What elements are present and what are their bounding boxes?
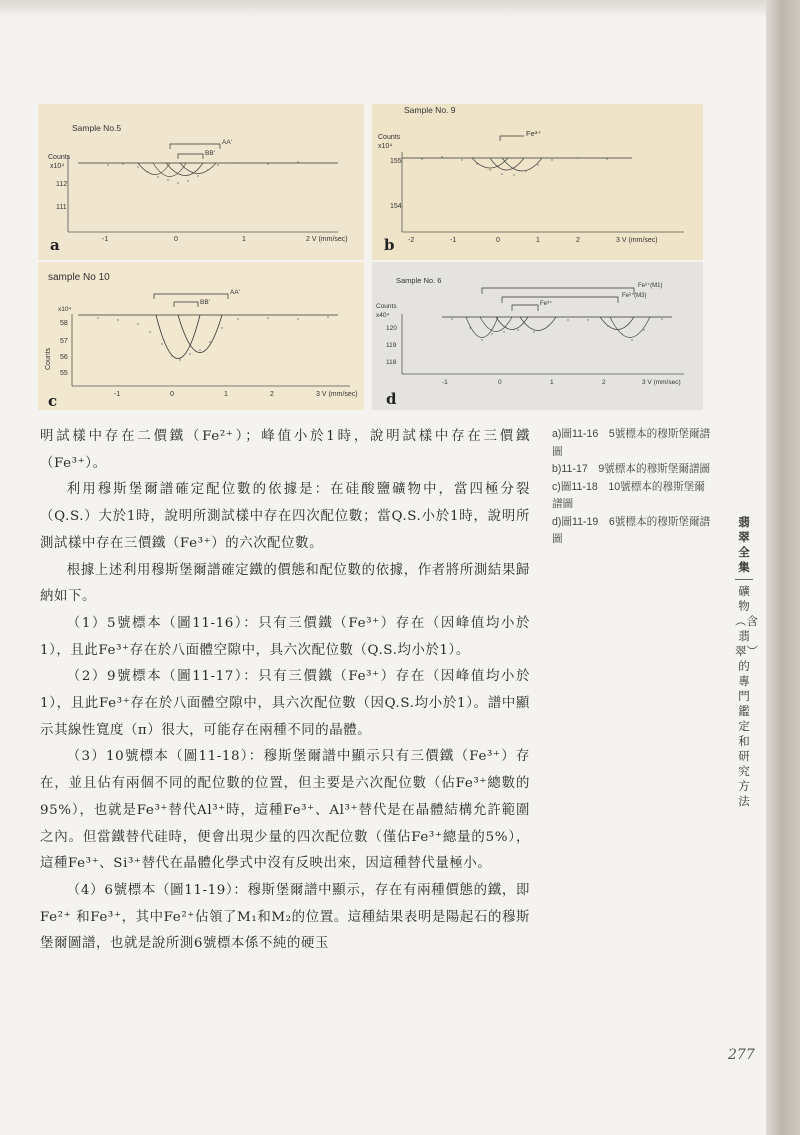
figure-d-bracket	[512, 305, 538, 311]
figure-c-y-tick: 56	[60, 354, 68, 361]
figure-c-x-tick: 0	[170, 391, 174, 398]
figure-a-letter: a	[50, 236, 60, 254]
figure-captions	[552, 426, 712, 549]
figure-b-fit-curve	[472, 158, 508, 168]
figure-a-annotation: BB'	[205, 150, 215, 157]
figure-a-fit-curve	[153, 163, 186, 177]
figure-d-fit-curve	[610, 317, 650, 338]
figure-b-y-tick: 155	[390, 158, 402, 165]
page-top-shadow	[0, 0, 800, 18]
figure-caption: b)11-17 9號標本的穆斯堡爾譜圖	[552, 463, 711, 475]
figure-d-annotation: Fe²⁺(M1)	[638, 283, 663, 289]
figure-d-annotation: Fe³⁺	[540, 301, 553, 307]
figure-a-y-unit: Counts	[48, 154, 71, 161]
figure-d-x-tick: 3 V (mm/sec)	[642, 379, 681, 386]
side-title-divider	[735, 579, 753, 580]
figure-a-bracket	[170, 144, 220, 149]
figure-d-y-tick: 118	[386, 359, 397, 366]
figure-c-spectrum	[38, 262, 364, 410]
figure-a-data-points	[107, 161, 328, 183]
figure-c-letter: c	[48, 392, 58, 410]
figure-b-x-tick: 0	[496, 237, 500, 244]
figure-b-sample-label: Sample No. 9	[404, 105, 456, 115]
figure-b-data-points	[421, 156, 607, 175]
figure-c-bracket	[154, 294, 228, 299]
figure-c-annotation: AA'	[230, 289, 240, 296]
figure-c-bracket	[174, 302, 198, 307]
side-running-title	[735, 515, 758, 809]
body-paragraph: （4）6號標本（圖11-19）：穆斯堡爾譜中顯示，存在有兩種價態的鐵，即Fe²⁺ 和Fe³⁺，其中Fe²⁺佔領了M₁和M₂的位置。這種結果表明是陽起石的穆斯堡爾圖譜，也就是說所測6號標本係不純的硬玉	[40, 882, 530, 952]
figure-b-x-tick: -1	[450, 237, 457, 244]
figure-a-x-tick: 0	[174, 236, 178, 243]
body-text	[40, 424, 530, 958]
figure-c-y-unit: Counts	[45, 347, 52, 370]
figure-b-x-tick: 1	[536, 237, 540, 244]
figure-caption: c)圖11-18 10號標本的穆斯堡爾譜圖	[552, 480, 705, 510]
figure-d-bracket	[482, 288, 634, 294]
figure-a-bracket	[178, 154, 203, 159]
figure-c-fit-curve	[156, 315, 200, 359]
figure-c-fit-curve	[178, 315, 222, 353]
figure-d-x-tick: -1	[442, 379, 448, 386]
figure-d-fit-curve	[600, 317, 634, 330]
figure-d-y-tick: 119	[386, 342, 397, 349]
figure-c-sample-label: sample No 10	[48, 272, 110, 283]
side-chapter-title: 礦物︵含翡翠︶的專門鑑定和研究方法	[735, 584, 758, 808]
figure-a-x-tick: -1	[102, 236, 109, 243]
figure-b-x-tick: -2	[408, 237, 415, 244]
figure-d-y-scale: x40⁴	[376, 312, 390, 319]
figure-a-y-scale: x10⁴	[50, 163, 65, 170]
figure-d-x-tick: 1	[550, 379, 554, 386]
figure-d-bracket	[502, 297, 618, 303]
figure-b-x-tick: 3 V (mm/sec)	[616, 237, 658, 244]
figure-b-y-scale: x10⁴	[378, 143, 393, 150]
figure-d-spectrum	[372, 262, 703, 410]
figure-c-y-scale: x10⁴	[58, 306, 72, 313]
figure-d-y-unit: Counts	[376, 303, 397, 310]
figure-d-fit-curve	[480, 317, 512, 332]
figure-c-data-points	[97, 316, 328, 360]
figure-c-x-tick: 1	[224, 391, 228, 398]
figure-b-annotation: Fe³⁺	[526, 129, 542, 138]
body-paragraph: 根據上述利用穆斯堡爾譜確定鐵的價態和配位數的依據，作者將所測結果歸納如下。	[40, 562, 530, 605]
figure-c-y-tick: 58	[60, 320, 68, 327]
body-paragraph: 明試樣中存在二價鐵（Fe²⁺）；峰值小於1時，說明試樣中存在三價鐵（Fe³⁺）。	[40, 429, 530, 471]
figure-b-bracket	[500, 136, 524, 141]
figure-a-spectrum	[38, 104, 364, 260]
figure-d-sample-label: Sample No. 6	[396, 276, 442, 285]
figure-caption: d)圖11-19 6號標本的穆斯堡爾譜圖	[552, 515, 711, 545]
figure-d-y-tick: 120	[386, 325, 397, 332]
figure-a-y-tick: 111	[56, 204, 67, 211]
figure-b-y-unit: Counts	[378, 134, 401, 141]
figure-b-x-tick: 2	[576, 237, 580, 244]
side-book-title: 翡翠全集	[738, 515, 750, 574]
body-paragraph: 利用穆斯堡爾譜確定配位數的依據是：在硅酸鹽礦物中，當四極分裂（Q.S.）大於1時，說明所測試樣中存在四次配位數；當Q.S.小於1時，說明所測試樣中存在三價鐵（Fe³⁺）的六次配位數。	[40, 482, 530, 551]
figure-d-x-tick: 0	[498, 379, 502, 386]
book-binding-edge	[766, 0, 800, 1135]
figure-c-y-tick: 57	[60, 338, 68, 345]
body-paragraph: （3）10號標本（圖11-18）：穆斯堡爾譜中顯示只有三價鐵（Fe³⁺）存在，並且佔有兩個不同的配位數的位置，但主要是六次配位數（佔Fe³⁺總數的95%），也就是Fe³⁺替代Al³⁺時，這種Fe³⁺、Al³⁺替代是在晶體結構允許範圍之內。但當鐵替代硅時，便會出現少量的四次配位數（僅佔Fe³⁺總量的5%），這種Fe³⁺、Si³⁺替代在晶體化學式中沒有反映出來，因這種替代量極小。	[40, 749, 530, 872]
body-paragraph: （2）9號標本（圖11-17）：只有三價鐵（Fe³⁺）存在（因峰值均小於1），且此Fe³⁺存在於八面體空隙中，具六次配位數（因Q.S.均小於1）。譜中顯示其線性寬度（π）很大，可能存在兩種不同的晶體。	[40, 669, 530, 738]
figure-d-annotation: Fe²⁺(M3)	[622, 293, 647, 299]
figure-a-sample-label: Sample No.5	[72, 123, 122, 133]
figure-a-annotation: AA'	[222, 139, 232, 146]
figure-a-x-tick: 1	[242, 236, 246, 243]
figure-b-letter: b	[384, 236, 395, 254]
figure-a-y-tick: 112	[56, 181, 68, 188]
figure-c-x-tick: -1	[114, 391, 121, 398]
figure-d-fit-curve	[520, 317, 556, 331]
figure-d-letter: d	[386, 390, 397, 408]
figure-c-annotation: BB'	[200, 299, 210, 306]
figure-b-y-tick: 154	[390, 203, 402, 210]
figure-d-x-tick: 2	[602, 379, 606, 386]
figure-c-y-tick: 55	[60, 370, 68, 377]
figure-caption: a)圖11-16 5號標本的穆斯堡爾譜圖	[552, 428, 711, 458]
figure-c-x-tick: 2	[270, 391, 274, 398]
figure-d-fit-curve	[496, 317, 528, 330]
figure-a-x-tick: 2 V (mm/sec)	[306, 236, 348, 243]
figure-b-fit-curve	[502, 158, 542, 171]
figure-c-x-tick: 3 V (mm/sec)	[316, 391, 358, 398]
page-number: 277	[728, 1047, 755, 1063]
body-paragraph: （1）5號標本（圖11-16）：只有三價鐵（Fe³⁺）存在（因峰值均小於1），且此Fe³⁺存在於八面體空隙中，具六次配位數（Q.S.均小於1）。	[40, 615, 530, 658]
figure-b-spectrum	[372, 104, 703, 260]
